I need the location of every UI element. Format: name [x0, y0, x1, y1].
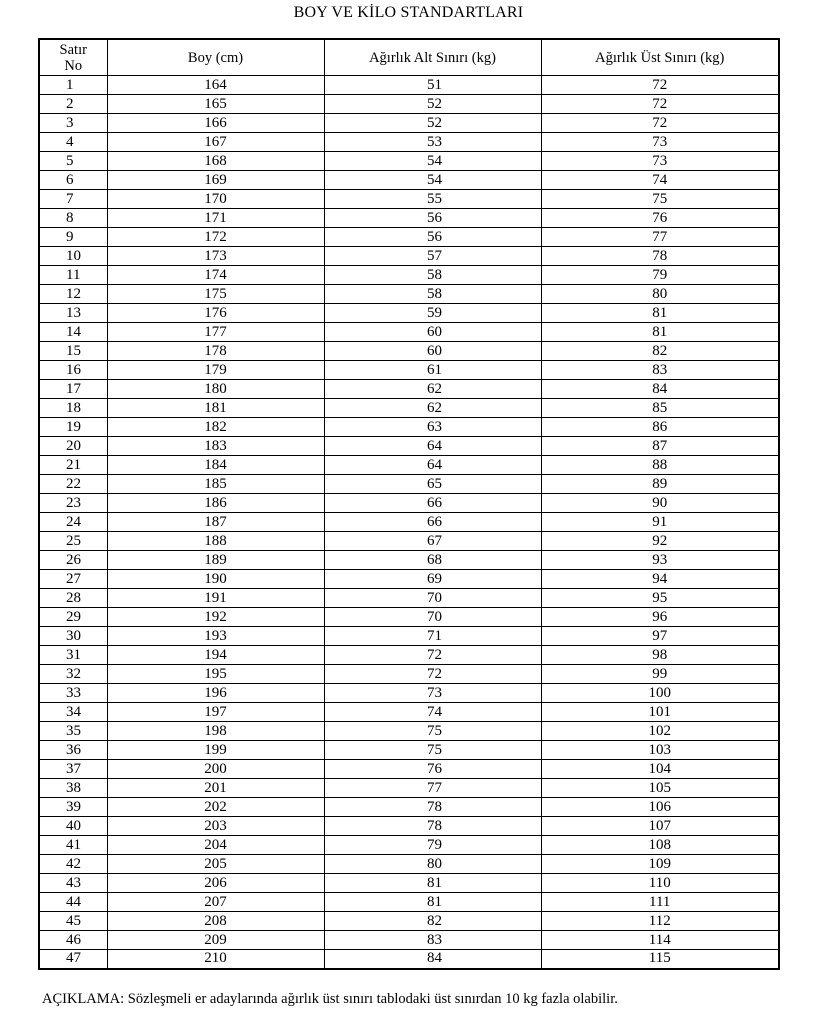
cell-row-number: 22: [39, 475, 107, 494]
cell-weight-lower: 63: [324, 418, 541, 437]
cell-row-number: 33: [39, 684, 107, 703]
cell-height: 197: [107, 703, 324, 722]
cell-height: 183: [107, 437, 324, 456]
table-row: [39, 950, 779, 969]
cell-weight-upper: 109: [541, 855, 779, 874]
table-row: [39, 171, 779, 190]
cell-weight-lower: 72: [324, 665, 541, 684]
cell-height: 180: [107, 380, 324, 399]
cell-row-number: 41: [39, 836, 107, 855]
cell-weight-upper: 79: [541, 266, 779, 285]
cell-row-number: 19: [39, 418, 107, 437]
cell-weight-lower: 62: [324, 380, 541, 399]
cell-weight-lower: 56: [324, 228, 541, 247]
cell-row-number: 11: [39, 266, 107, 285]
cell-weight-upper: 84: [541, 380, 779, 399]
cell-row-number: 2: [39, 95, 107, 114]
cell-row-number: 39: [39, 798, 107, 817]
table-row: [39, 608, 779, 627]
cell-row-number: 12: [39, 285, 107, 304]
cell-row-number: 18: [39, 399, 107, 418]
cell-height: 170: [107, 190, 324, 209]
table-row: [39, 589, 779, 608]
table-row: [39, 836, 779, 855]
cell-height: 193: [107, 627, 324, 646]
cell-height: 181: [107, 399, 324, 418]
cell-weight-lower: 60: [324, 323, 541, 342]
cell-height: 188: [107, 532, 324, 551]
table-row: [39, 741, 779, 760]
cell-weight-lower: 55: [324, 190, 541, 209]
cell-row-number: 21: [39, 456, 107, 475]
cell-height: 168: [107, 152, 324, 171]
cell-row-number: 30: [39, 627, 107, 646]
table-row: [39, 874, 779, 893]
cell-row-number: 15: [39, 342, 107, 361]
cell-height: 187: [107, 513, 324, 532]
cell-height: 186: [107, 494, 324, 513]
cell-weight-upper: 114: [541, 931, 779, 950]
cell-weight-lower: 84: [324, 950, 541, 969]
header-weight-upper: Ağırlık Üst Sınırı (kg): [541, 39, 779, 76]
table-row: [39, 532, 779, 551]
table-row: [39, 760, 779, 779]
cell-row-number: 45: [39, 912, 107, 931]
table-row: [39, 209, 779, 228]
cell-weight-upper: 80: [541, 285, 779, 304]
cell-row-number: 10: [39, 247, 107, 266]
cell-weight-upper: 74: [541, 171, 779, 190]
explanation-note: AÇIKLAMA: Sözleşmeli er adaylarında ağırlık üst sınırı tablodaki üst sınırdan 10 kg fazla olabilir.: [42, 991, 618, 1007]
cell-weight-lower: 59: [324, 304, 541, 323]
table-row: [39, 114, 779, 133]
cell-height: 208: [107, 912, 324, 931]
cell-height: 185: [107, 475, 324, 494]
table-row: [39, 380, 779, 399]
cell-weight-lower: 65: [324, 475, 541, 494]
cell-weight-upper: 88: [541, 456, 779, 475]
cell-weight-lower: 78: [324, 817, 541, 836]
table-row: [39, 285, 779, 304]
table-row: [39, 76, 779, 95]
cell-weight-upper: 73: [541, 152, 779, 171]
cell-height: 207: [107, 893, 324, 912]
cell-height: 179: [107, 361, 324, 380]
cell-height: 194: [107, 646, 324, 665]
cell-weight-upper: 81: [541, 323, 779, 342]
cell-weight-lower: 82: [324, 912, 541, 931]
cell-weight-lower: 75: [324, 722, 541, 741]
table-row: [39, 855, 779, 874]
cell-weight-lower: 53: [324, 133, 541, 152]
page-title: BOY VE KİLO STANDARTLARI: [293, 4, 524, 21]
table-row: [39, 228, 779, 247]
header-height: Boy (cm): [107, 39, 324, 76]
table-row: [39, 399, 779, 418]
cell-height: 191: [107, 589, 324, 608]
cell-height: 209: [107, 931, 324, 950]
cell-weight-upper: 89: [541, 475, 779, 494]
cell-height: 166: [107, 114, 324, 133]
cell-weight-lower: 79: [324, 836, 541, 855]
cell-row-number: 25: [39, 532, 107, 551]
cell-weight-upper: 91: [541, 513, 779, 532]
cell-weight-lower: 81: [324, 874, 541, 893]
cell-row-number: 13: [39, 304, 107, 323]
cell-height: 210: [107, 950, 324, 969]
cell-height: 192: [107, 608, 324, 627]
cell-height: 167: [107, 133, 324, 152]
cell-weight-upper: 111: [541, 893, 779, 912]
cell-weight-upper: 110: [541, 874, 779, 893]
cell-weight-lower: 54: [324, 152, 541, 171]
table-body: [39, 76, 779, 969]
cell-height: 202: [107, 798, 324, 817]
cell-weight-lower: 66: [324, 494, 541, 513]
table-row: [39, 323, 779, 342]
cell-weight-upper: 75: [541, 190, 779, 209]
table-row: [39, 722, 779, 741]
cell-row-number: 7: [39, 190, 107, 209]
cell-height: 174: [107, 266, 324, 285]
cell-weight-upper: 92: [541, 532, 779, 551]
cell-weight-lower: 58: [324, 285, 541, 304]
cell-weight-upper: 108: [541, 836, 779, 855]
cell-row-number: 47: [39, 950, 107, 969]
cell-height: 199: [107, 741, 324, 760]
cell-weight-upper: 77: [541, 228, 779, 247]
cell-row-number: 16: [39, 361, 107, 380]
table-row: [39, 152, 779, 171]
cell-weight-upper: 86: [541, 418, 779, 437]
header-row-number-line2: No: [64, 57, 83, 74]
cell-weight-lower: 73: [324, 684, 541, 703]
cell-weight-upper: 93: [541, 551, 779, 570]
cell-height: 204: [107, 836, 324, 855]
cell-height: 201: [107, 779, 324, 798]
table-row: [39, 570, 779, 589]
cell-weight-upper: 87: [541, 437, 779, 456]
table-row: [39, 893, 779, 912]
cell-row-number: 1: [39, 76, 107, 95]
cell-weight-upper: 106: [541, 798, 779, 817]
cell-weight-lower: 56: [324, 209, 541, 228]
cell-row-number: 31: [39, 646, 107, 665]
cell-row-number: 8: [39, 209, 107, 228]
cell-weight-upper: 72: [541, 76, 779, 95]
cell-weight-upper: 81: [541, 304, 779, 323]
cell-height: 171: [107, 209, 324, 228]
cell-row-number: 27: [39, 570, 107, 589]
table-row: [39, 798, 779, 817]
cell-weight-upper: 82: [541, 342, 779, 361]
cell-weight-upper: 102: [541, 722, 779, 741]
cell-weight-lower: 68: [324, 551, 541, 570]
table-row: [39, 456, 779, 475]
cell-height: 196: [107, 684, 324, 703]
cell-weight-upper: 112: [541, 912, 779, 931]
table-row: [39, 912, 779, 931]
cell-row-number: 5: [39, 152, 107, 171]
cell-weight-lower: 83: [324, 931, 541, 950]
table-row: [39, 703, 779, 722]
cell-row-number: 35: [39, 722, 107, 741]
cell-weight-lower: 70: [324, 589, 541, 608]
cell-row-number: 34: [39, 703, 107, 722]
cell-weight-lower: 72: [324, 646, 541, 665]
cell-height: 165: [107, 95, 324, 114]
header-weight-lower: Ağırlık Alt Sınırı (kg): [324, 39, 541, 76]
cell-weight-upper: 95: [541, 589, 779, 608]
cell-weight-upper: 100: [541, 684, 779, 703]
table-row: [39, 551, 779, 570]
cell-height: 177: [107, 323, 324, 342]
cell-weight-lower: 71: [324, 627, 541, 646]
cell-row-number: 17: [39, 380, 107, 399]
cell-weight-lower: 58: [324, 266, 541, 285]
cell-weight-lower: 69: [324, 570, 541, 589]
table-row: [39, 817, 779, 836]
cell-weight-upper: 76: [541, 209, 779, 228]
cell-weight-upper: 101: [541, 703, 779, 722]
cell-row-number: 32: [39, 665, 107, 684]
cell-weight-lower: 75: [324, 741, 541, 760]
cell-height: 189: [107, 551, 324, 570]
cell-height: 203: [107, 817, 324, 836]
cell-row-number: 28: [39, 589, 107, 608]
cell-height: 198: [107, 722, 324, 741]
cell-weight-lower: 81: [324, 893, 541, 912]
cell-weight-lower: 70: [324, 608, 541, 627]
cell-weight-upper: 98: [541, 646, 779, 665]
cell-weight-lower: 52: [324, 114, 541, 133]
cell-weight-upper: 78: [541, 247, 779, 266]
table-row: [39, 266, 779, 285]
cell-row-number: 24: [39, 513, 107, 532]
cell-weight-upper: 72: [541, 95, 779, 114]
cell-weight-upper: 103: [541, 741, 779, 760]
cell-row-number: 42: [39, 855, 107, 874]
cell-height: 178: [107, 342, 324, 361]
cell-height: 184: [107, 456, 324, 475]
cell-weight-lower: 74: [324, 703, 541, 722]
table-row: [39, 361, 779, 380]
cell-row-number: 36: [39, 741, 107, 760]
table-row: [39, 779, 779, 798]
cell-weight-upper: 97: [541, 627, 779, 646]
table-row: [39, 475, 779, 494]
table-row: [39, 190, 779, 209]
cell-weight-lower: 78: [324, 798, 541, 817]
cell-weight-upper: 73: [541, 133, 779, 152]
cell-weight-lower: 67: [324, 532, 541, 551]
cell-row-number: 6: [39, 171, 107, 190]
cell-weight-lower: 54: [324, 171, 541, 190]
cell-weight-upper: 105: [541, 779, 779, 798]
cell-row-number: 26: [39, 551, 107, 570]
cell-weight-lower: 64: [324, 437, 541, 456]
cell-row-number: 44: [39, 893, 107, 912]
cell-weight-lower: 62: [324, 399, 541, 418]
cell-height: 182: [107, 418, 324, 437]
cell-weight-upper: 85: [541, 399, 779, 418]
cell-weight-lower: 51: [324, 76, 541, 95]
cell-height: 206: [107, 874, 324, 893]
table-row: [39, 513, 779, 532]
table-row: [39, 342, 779, 361]
table-row: [39, 418, 779, 437]
cell-row-number: 20: [39, 437, 107, 456]
cell-row-number: 38: [39, 779, 107, 798]
cell-weight-lower: 76: [324, 760, 541, 779]
cell-height: 175: [107, 285, 324, 304]
cell-weight-upper: 94: [541, 570, 779, 589]
cell-row-number: 37: [39, 760, 107, 779]
cell-weight-upper: 104: [541, 760, 779, 779]
table-row: [39, 646, 779, 665]
cell-weight-lower: 60: [324, 342, 541, 361]
cell-row-number: 43: [39, 874, 107, 893]
cell-weight-lower: 61: [324, 361, 541, 380]
table-row: [39, 247, 779, 266]
cell-weight-lower: 77: [324, 779, 541, 798]
cell-height: 205: [107, 855, 324, 874]
cell-height: 169: [107, 171, 324, 190]
table-row: [39, 627, 779, 646]
cell-row-number: 29: [39, 608, 107, 627]
table-row: [39, 95, 779, 114]
table-row: [39, 304, 779, 323]
table-row: [39, 684, 779, 703]
cell-weight-lower: 64: [324, 456, 541, 475]
cell-weight-upper: 99: [541, 665, 779, 684]
cell-row-number: 14: [39, 323, 107, 342]
table-row: [39, 494, 779, 513]
cell-height: 200: [107, 760, 324, 779]
cell-weight-lower: 57: [324, 247, 541, 266]
cell-height: 164: [107, 76, 324, 95]
cell-height: 190: [107, 570, 324, 589]
table-row: [39, 931, 779, 950]
cell-height: 173: [107, 247, 324, 266]
cell-weight-upper: 72: [541, 114, 779, 133]
cell-weight-upper: 83: [541, 361, 779, 380]
cell-row-number: 46: [39, 931, 107, 950]
header-row-number: [39, 39, 107, 76]
table-row: [39, 437, 779, 456]
cell-height: 195: [107, 665, 324, 684]
cell-weight-upper: 107: [541, 817, 779, 836]
table-row: [39, 665, 779, 684]
cell-weight-lower: 66: [324, 513, 541, 532]
cell-weight-upper: 96: [541, 608, 779, 627]
cell-weight-upper: 115: [541, 950, 779, 969]
cell-height: 176: [107, 304, 324, 323]
cell-weight-lower: 52: [324, 95, 541, 114]
table-row: [39, 133, 779, 152]
cell-row-number: 23: [39, 494, 107, 513]
standards-table: [38, 38, 780, 970]
table-header-row: [39, 39, 779, 76]
header-row-number-line1: Satır: [59, 41, 87, 58]
cell-row-number: 4: [39, 133, 107, 152]
cell-height: 172: [107, 228, 324, 247]
cell-row-number: 3: [39, 114, 107, 133]
cell-row-number: 9: [39, 228, 107, 247]
cell-row-number: 40: [39, 817, 107, 836]
cell-weight-lower: 80: [324, 855, 541, 874]
cell-weight-upper: 90: [541, 494, 779, 513]
